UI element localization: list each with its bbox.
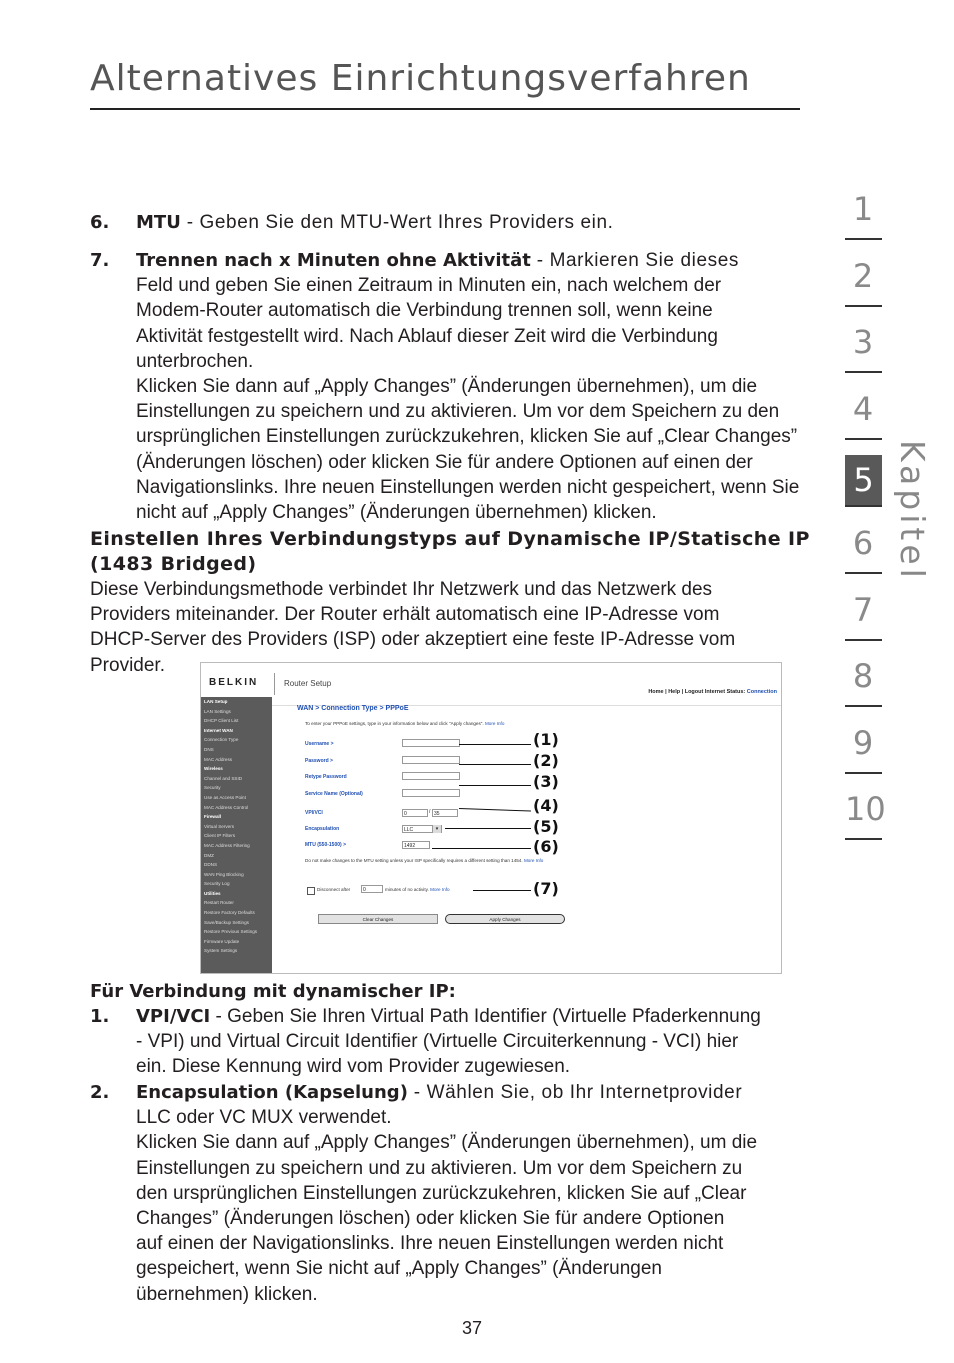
sidebar-item[interactable]: DMZ [204,852,214,858]
service-name-label: Service Name (Optional) [305,791,363,797]
vpivci-separator: / [429,809,431,815]
vpi-input[interactable]: 0 [402,809,428,817]
sidebar-item[interactable]: DHCP Client List [204,718,239,724]
retype-password-input[interactable] [402,772,460,780]
sidebar-item[interactable]: Utilities [204,890,221,896]
encapsulation-select[interactable] [402,825,442,833]
sidebar-item[interactable]: Restore Factory Defaults [204,910,255,916]
retype-password-label: Retype Password [305,774,347,780]
app-title: Router Setup [284,679,332,688]
section-heading [90,527,810,577]
chapter-6[interactable]: 6 [852,524,874,562]
paragraph-line: - VPI) und Virtual Circuit Identifier (Virtuelle Circuiterkennung - VCI) hier [136,1031,739,1053]
chapter-7[interactable]: 7 [852,591,874,629]
more-info-link[interactable]: More Info [430,887,450,892]
heading-line: Einstellen Ihres Verbindungstyps auf Dynamische IP/Statische IP [90,528,810,550]
item-term: Trennen nach x Minuten ohne Aktivität [136,250,531,271]
intro-text [305,721,504,726]
paragraph-line: übernehmen) klicken. [136,1283,318,1305]
mtu-note [305,858,575,864]
sidebar-item[interactable]: Client IP Filters [204,833,236,839]
password-label: Password > [305,758,333,764]
disconnect-minutes-input[interactable]: 0 [361,885,383,893]
item-number: 7. [90,250,110,271]
paragraph-line: Klicken Sie dann auf „Apply Changes” (Änderungen übernehmen), um die [136,1132,758,1154]
disconnect-label: Disconnect after [317,887,351,892]
chapter-2[interactable]: 2 [852,257,874,295]
paragraph-line: DHCP-Server des Providers (ISP) oder akzeptiert eine feste IP-Adresse vom [90,629,736,651]
callout-label: (4) [533,796,559,815]
top-nav-links[interactable]: Home | Help | Logout Internet Status: [648,689,746,695]
callout-label: (2) [533,751,559,770]
heading-line: (1483 Bridged) [90,553,257,575]
sidebar-item[interactable]: Restart Router [204,900,234,906]
sidebar-item[interactable]: Restore Previous Settings [204,929,258,935]
chapter-divider [845,305,882,307]
title-divider [90,108,800,110]
vci-input[interactable]: 35 [432,809,458,817]
sidebar-item[interactable]: System Settings [204,948,238,954]
item-term: Encapsulation (Kapselung) [136,1082,408,1103]
paragraph-line: Feld und geben Sie einen Zeitraum in Minuten ein, nach welchem der [136,275,722,297]
disconnect-suffix [385,887,450,892]
mtu-input[interactable]: 1492 [402,841,430,849]
chapter-1[interactable]: 1 [852,190,874,228]
mtu-label: MTU (550-1500) > [305,842,346,848]
sidebar-item[interactable]: MAC Address Control [204,804,249,810]
chevron-down-icon[interactable]: ▾ [432,825,441,833]
router-screenshot [200,662,782,974]
paragraph-line: Diese Verbindungsmethode verbindet Ihr Netzwerk und das Netzwerk des [90,579,713,600]
item-text: - Markieren Sie dieses [530,250,740,271]
status-link[interactable]: Connection [746,689,777,695]
item-text: - Wählen Sie, ob Ihr Internetprovider [407,1082,743,1103]
more-info-link[interactable]: More Info [523,858,544,863]
chapter-divider [845,838,882,840]
item-text: - Geben Sie den MTU-Wert Ihres Providers ein. [180,212,614,233]
sidebar-item[interactable]: Connection Type [204,737,239,743]
sidebar-item[interactable]: MAC Address Filtering [204,842,250,848]
paragraph-line: Aktivität festgestellt wird. Nach Ablauf dieser Zeit wird die Verbindung [136,325,718,347]
chapter-divider [845,505,882,507]
sidebar-item[interactable]: Firmware Update [204,938,240,944]
paragraph-line: ein. Diese Kennung wird vom Provider zugewiesen. [136,1056,571,1078]
paragraph-line: ursprünglichen Einstellungen zurückzukehren, klicken Sie auf „Clear Changes” [136,426,798,448]
paragraph-line: Provider. [90,654,165,676]
paragraph-line: Einstellungen zu speichern und zu aktivieren. Um vor dem Speichern zu den [136,401,780,423]
vpivci-label: VPI/VCI [305,810,323,816]
apply-changes-button[interactable]: Apply Changes [445,914,565,924]
chapter-divider [845,371,882,373]
intro-body: To enter your PPPoE settings, type in your information below and click "Apply changes". [305,721,484,726]
sidebar-item[interactable]: Channel and SSID [204,775,243,781]
username-input[interactable] [402,739,460,747]
router-sidebar [201,697,272,973]
paragraph-line: auf einen der Navigationslinks. Ihre neuen Einstellungen werden nicht [136,1233,724,1255]
callout-label: (5) [533,817,559,836]
item-number: 1. [90,1006,110,1027]
page-title: Alternatives Einrichtungsverfahren [90,58,751,99]
top-nav[interactable] [648,689,777,695]
sidebar-item[interactable]: Security Log [204,881,230,887]
paragraph-line: Modem-Router automatisch die Verbindung trennen soll, wenn keine [136,300,713,322]
paragraph-line: den ursprünglichen Einstellungen zurückzukehren, klicken Sie auf „Clear [136,1182,747,1204]
paragraph-line: Navigationslinks. Ihre neuen Einstellungen werden nicht gespeichert, wenn Sie [136,476,800,498]
callout-label: (7) [533,879,559,898]
note-body: Do not make changes to the MTU setting unless your ISP specifically requires a different setting than 1454. [305,858,523,863]
callout-line [432,848,531,849]
chapter-5[interactable]: 5 [845,455,882,505]
service-name-input[interactable] [402,789,460,797]
item-number: 2. [90,1082,110,1103]
paragraph-line: unterbrochen. [136,350,254,372]
item-term: VPI/VCI [136,1006,211,1027]
paragraph-line: Providers miteinander. Der Router erhält automatisch eine IP-Adresse vom [90,604,720,626]
item-term: MTU [136,212,181,233]
chapter-divider [845,438,882,440]
chapter-4[interactable]: 4 [852,390,874,428]
router-header [201,663,781,706]
callout-label: (6) [533,837,559,856]
disconnect-checkbox[interactable] [307,887,315,895]
chapter-3[interactable]: 3 [852,323,874,361]
paragraph-line: nicht auf „Apply Changes” (Änderungen übernehmen) klicken. [136,502,657,524]
brand-logo: BELKIN [209,677,259,688]
more-info-link[interactable]: More Info [484,721,505,726]
paragraph-line: Klicken Sie dann auf „Apply Changes” (Änderungen übernehmen), um die [136,376,758,398]
subsection-heading: Für Verbindung mit dynamischer IP: [90,981,456,1002]
sidebar-item[interactable]: Firewall [204,814,222,820]
callout-line [473,890,531,891]
chapter-divider [845,705,882,707]
chapter-label: Kapitel [893,440,932,582]
paragraph-line: Changes” (Änderungen löschen) oder klicken Sie für andere Optionen [136,1208,725,1230]
sidebar-item[interactable]: LAN Setup [204,699,228,704]
item-text: - Geben Sie Ihren Virtual Path Identifier (Virtuelle Pfaderkennung [210,1006,761,1027]
sidebar-item[interactable]: LAN Settings [204,708,231,714]
callout-label: (1) [533,730,559,749]
sidebar-item[interactable]: DNS [204,746,214,752]
paragraph-line: gespeichert, wenn Sie nicht auf „Apply Changes” (Änderungen [136,1258,662,1280]
header-divider [274,673,275,695]
chapter-8[interactable]: 8 [852,657,874,695]
callout-line [459,764,531,765]
clear-changes-button[interactable]: Clear Changes [318,914,438,924]
chapter-divider [845,572,882,574]
chapter-divider [845,238,882,240]
page-number: 37 [462,1318,483,1338]
chapter-10[interactable]: 10 [845,790,886,828]
password-input[interactable] [402,756,460,764]
chapter-9[interactable]: 9 [852,724,874,762]
sidebar-item[interactable]: WAN Ping Blocking [204,871,244,877]
chapter-divider [845,772,882,774]
callout-line [459,785,531,786]
paragraph-line: LLC oder VC MUX verwendet. [136,1107,392,1129]
encapsulation-label: Encapsulation [305,826,340,832]
paragraph-line: (Änderungen löschen) oder klicken Sie für andere Optionen auf einen der [136,451,753,473]
sidebar-item[interactable]: Save/Backup Settings [204,919,249,925]
sidebar-item[interactable]: Security [204,785,221,791]
callout-line [445,828,531,829]
sidebar-item[interactable]: Virtual Servers [204,823,235,829]
breadcrumb: WAN > Connection Type > PPPoE [297,705,409,712]
chapter-divider [845,639,882,641]
item-number: 6. [90,212,110,233]
callout-line [459,744,531,745]
sidebar-item[interactable]: Wireless [204,766,223,772]
sidebar-item[interactable]: Internet WAN [204,727,233,733]
username-label: Username > [305,741,334,747]
paragraph-line: Einstellungen zu speichern und zu aktivieren. Um vor dem Speichern zu [136,1157,743,1179]
sidebar-item[interactable]: DDNS [204,862,218,868]
encapsulation-value: LLC [404,827,414,833]
sidebar-item[interactable]: Use as Access Point [204,794,246,800]
sidebar-item[interactable]: MAC Address [204,756,233,762]
callout-label: (3) [533,772,559,791]
disconnect-suffix-text: minutes of no activity. [385,887,429,892]
